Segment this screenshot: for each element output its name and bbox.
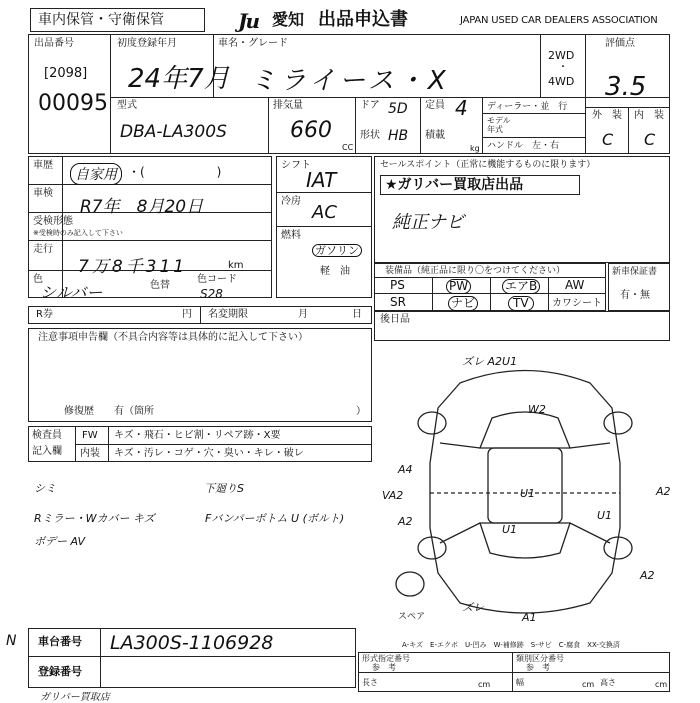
color-value: シルバー [40, 283, 103, 302]
name-change-label: 名変期限 [208, 309, 248, 320]
ad-banner: ★ガリバー買取店出品 [385, 177, 524, 193]
equip-aw: AW [565, 278, 585, 292]
door-value: 5D [388, 101, 408, 117]
drive-2wd: 2WD [548, 49, 575, 62]
displacement-label: 排気量 [273, 100, 303, 111]
mark-right-rear: A2 [640, 569, 655, 582]
warranty-label: 新車保証書 [612, 267, 658, 277]
repair-history-label: 修復歴 有（箇所 [64, 406, 154, 417]
note-line1: シミ [34, 482, 56, 495]
chassis-label: 車台番号 [38, 635, 82, 648]
handle-label: ハンドル 左・右 [487, 141, 560, 151]
chassis-value: LA300S-1106928 [110, 632, 274, 654]
shape-value: HB [388, 128, 409, 144]
equipment-label: 装備品（純正品に限り〇をつけてください） [385, 266, 566, 276]
first-reg-label: 初度登録年月 [117, 38, 177, 49]
chassis-prefix: N [6, 633, 17, 649]
shift-label: シフト [281, 160, 311, 171]
fw-label: FW [82, 430, 98, 441]
door-label: ドア [360, 100, 380, 111]
receipt-form-label: 受検形態 [33, 216, 73, 227]
history-value: 自家用 [70, 163, 122, 185]
inspection-value: R7年 8月20日 [80, 197, 204, 217]
note-line3: ボデー AV [34, 535, 85, 548]
model-type-label: 型式 [117, 100, 137, 111]
load-label: 積載 [425, 130, 445, 141]
mileage-value: 7万8千311 [78, 257, 188, 277]
damage-legend: A-キズ E-エクボ U-凹み W-補修跡 S-サビ C-腐食 XX-交換済 [402, 641, 620, 649]
mark-left-door: VA2 [382, 489, 404, 502]
interior-entry-label: 内装 [80, 448, 100, 459]
ac-label: 冷房 [281, 196, 301, 207]
mark-right: A2 [656, 485, 671, 498]
fuel-gasoline: ガソリン [312, 244, 362, 257]
name-change-month: 月 [298, 309, 308, 320]
lot-no-label: 出品番号 [34, 38, 74, 49]
spec-no-label: 形式指定番号 [362, 654, 410, 663]
displacement-value: 660 [290, 118, 332, 143]
ju-logo-mark: Ju [238, 9, 259, 33]
equip-navi: ナビ [448, 296, 478, 311]
score-label: 評価点 [605, 38, 635, 49]
later-date-frame [374, 311, 670, 341]
score-value: 3.5 [605, 72, 647, 102]
length-label: 長さ [362, 678, 378, 687]
equip-tv: TV [508, 296, 534, 311]
equip-sr: SR [390, 295, 406, 309]
receipt-note: ※受検時のみ記入して下さい [33, 229, 123, 237]
mark-roof: W2 [528, 403, 546, 416]
registration-label: 登録番号 [38, 665, 82, 678]
inspection-label: 車検 [33, 188, 53, 199]
warranty-options: 有・無 [620, 290, 650, 301]
logo-text: 愛知 [272, 10, 305, 29]
equip-airbag: エアB [502, 279, 540, 294]
class-reference: 参 考 [526, 663, 550, 672]
note-line2b: Fバンパーボトム U (ボルト) [205, 512, 345, 525]
name-grade-label: 車名・グレード [218, 38, 288, 49]
exterior-grade: C [602, 130, 614, 149]
lot-bracket: [2098] [44, 66, 88, 81]
mark-left-front: A4 [398, 463, 413, 476]
sales-point-label: セールスポイント（正常に機能するものに限ります） [380, 160, 596, 170]
mileage-unit: km [228, 260, 244, 271]
sales-point-value: 純正ナビ [392, 212, 464, 233]
mark-rear: A1 [522, 611, 537, 624]
note-line2: Rミラー・Wカバー キズ [34, 512, 155, 525]
first-reg-value: 24年7月 [128, 64, 230, 94]
mileage-label: 走行 [33, 244, 53, 255]
name-change-day: 日 [352, 309, 362, 320]
dealer-parallel-label: ディーラー・並 行 [487, 102, 568, 112]
drive-4wd: 4WD [548, 75, 575, 88]
mark-center-a: U1 [520, 487, 536, 500]
fuel-label: 燃料 [281, 230, 301, 241]
inspector-label: 検査員 [32, 430, 62, 441]
fuel-diesel: 軽 油 [320, 266, 350, 277]
history-paren: ・( ) [128, 165, 222, 179]
interior-grade: C [644, 130, 656, 149]
lot-number: 00095 [38, 91, 108, 116]
width-unit: cm [582, 680, 595, 689]
drive-dot: ・ [558, 62, 568, 73]
fw-items: キズ・飛石・ヒビ割・リペア跡・X要 [114, 430, 281, 441]
spare-label: スペア [398, 612, 426, 622]
association-name: JAPAN USED CAR DEALERS ASSOCIATION [460, 15, 658, 26]
color-change-label: 色替 [150, 280, 170, 291]
mark-center-b: U1 [502, 523, 518, 536]
model-code-value: DBA-LA300S [120, 122, 227, 142]
capacity-label: 定員 [425, 100, 445, 111]
model-year-label: モデル 年式 [487, 116, 511, 134]
height-label: 高さ [600, 678, 616, 687]
spec-reference: 参 考 [372, 663, 396, 672]
cc-unit: CC [342, 143, 354, 152]
capacity-value: 4 [455, 96, 468, 120]
note-line1b: 下廻りS [204, 482, 244, 495]
interior-items: キズ・汚レ・コゲ・穴・臭い・キレ・破レ [114, 448, 304, 459]
length-unit: cm [478, 680, 491, 689]
equip-leather: カワシート [552, 298, 602, 309]
equip-ps: PS [390, 278, 405, 292]
mark-front-top: ズレ A2U1 [462, 355, 518, 368]
color-code-value: S28 [200, 287, 223, 301]
mark-right-door: U1 [597, 509, 613, 522]
kg-unit: kg [470, 144, 480, 153]
color-label: 色 [33, 274, 43, 285]
storage-label: 車内保管・守衛保管 [38, 12, 164, 28]
entry-label: 記入欄 [32, 446, 62, 457]
equip-pw: PW [446, 279, 471, 294]
color-code-label: 色コード [197, 274, 237, 285]
form-title: 出品申込書 [318, 9, 408, 30]
later-date-label: 後日品 [380, 314, 410, 325]
width-label: 幅 [516, 678, 524, 687]
history-label: 車歴 [33, 160, 53, 171]
interior-label: 内 装 [634, 110, 664, 121]
repair-history-close: ） [356, 406, 366, 417]
mark-rear-left: ズレ [462, 601, 484, 614]
notice-title: 注意事項申告欄（不具合内容等は具体的に記入して下さい） [38, 332, 308, 343]
mark-left-rear: A2 [398, 515, 413, 528]
shift-value: IAT [306, 168, 337, 192]
recycle-yen: 円 [182, 309, 192, 320]
height-unit: cm [655, 680, 668, 689]
exterior-label: 外 装 [592, 110, 622, 121]
car-name-value: ミライース・X [250, 66, 450, 96]
ac-value: AC [312, 202, 337, 223]
shape-label: 形状 [360, 130, 380, 141]
bottom-scrawl: ガリバー買取店 [40, 692, 110, 703]
recycle-label: R券 [36, 309, 53, 320]
class-no-label: 類別区分番号 [516, 654, 564, 663]
